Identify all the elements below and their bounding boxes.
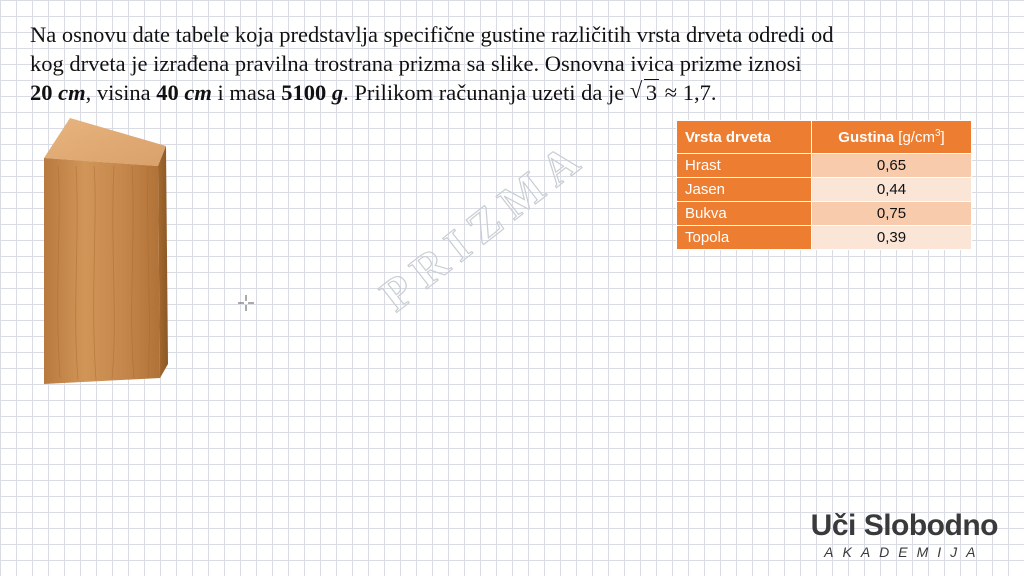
wooden-prism-image bbox=[36, 116, 176, 388]
height-measure: 40 cm bbox=[156, 80, 212, 105]
move-crosshair-icon bbox=[238, 295, 254, 311]
problem-line-1: Na osnovu date tabele koja predstavlja specifične gustine različitih vrsta drveta odredi od bbox=[30, 22, 834, 47]
table-row bbox=[677, 226, 972, 250]
wood-density-table bbox=[676, 120, 972, 250]
density-value: 0,44 bbox=[812, 178, 972, 202]
logo-main-text: Uči Slobodno bbox=[810, 509, 998, 542]
problem-text bbox=[30, 20, 1000, 107]
header-wood-type: Vrsta drveta bbox=[677, 121, 812, 154]
header-density: Gustina $[g/cm^3]$ bbox=[812, 121, 972, 154]
edge-measure: 20 cm bbox=[30, 80, 86, 105]
density-value: 0,75 bbox=[812, 202, 972, 226]
logo-sub-text: AKADEMIJA bbox=[824, 544, 985, 560]
wood-name: Hrast bbox=[677, 154, 812, 178]
density-value: 0,65 bbox=[812, 154, 972, 178]
wood-name: Bukva bbox=[677, 202, 812, 226]
table-row bbox=[677, 154, 972, 178]
table-row bbox=[677, 178, 972, 202]
problem-line-3: 20 cm, visina 40 cm i masa 5100 g. Prilikom računanja uzeti da je √ 3 ≈ 1,7. bbox=[30, 78, 717, 105]
uci-slobodno-logo bbox=[811, 510, 998, 560]
problem-line-2: kog drveta je izrađena pravilna trostrana prizma sa slike. Osnovna ivica prizme iznosi bbox=[30, 51, 802, 76]
wood-name: Topola bbox=[677, 226, 812, 250]
sqrt-expression: √ 3 bbox=[629, 78, 658, 105]
wood-name: Jasen bbox=[677, 178, 812, 202]
mass-measure: 5100 g bbox=[281, 80, 344, 105]
approx-value: ≈ 1,7 bbox=[659, 80, 711, 105]
density-value: 0,39 bbox=[812, 226, 972, 250]
table-row bbox=[677, 202, 972, 226]
prizma-watermark: PRIZMA bbox=[370, 128, 597, 321]
